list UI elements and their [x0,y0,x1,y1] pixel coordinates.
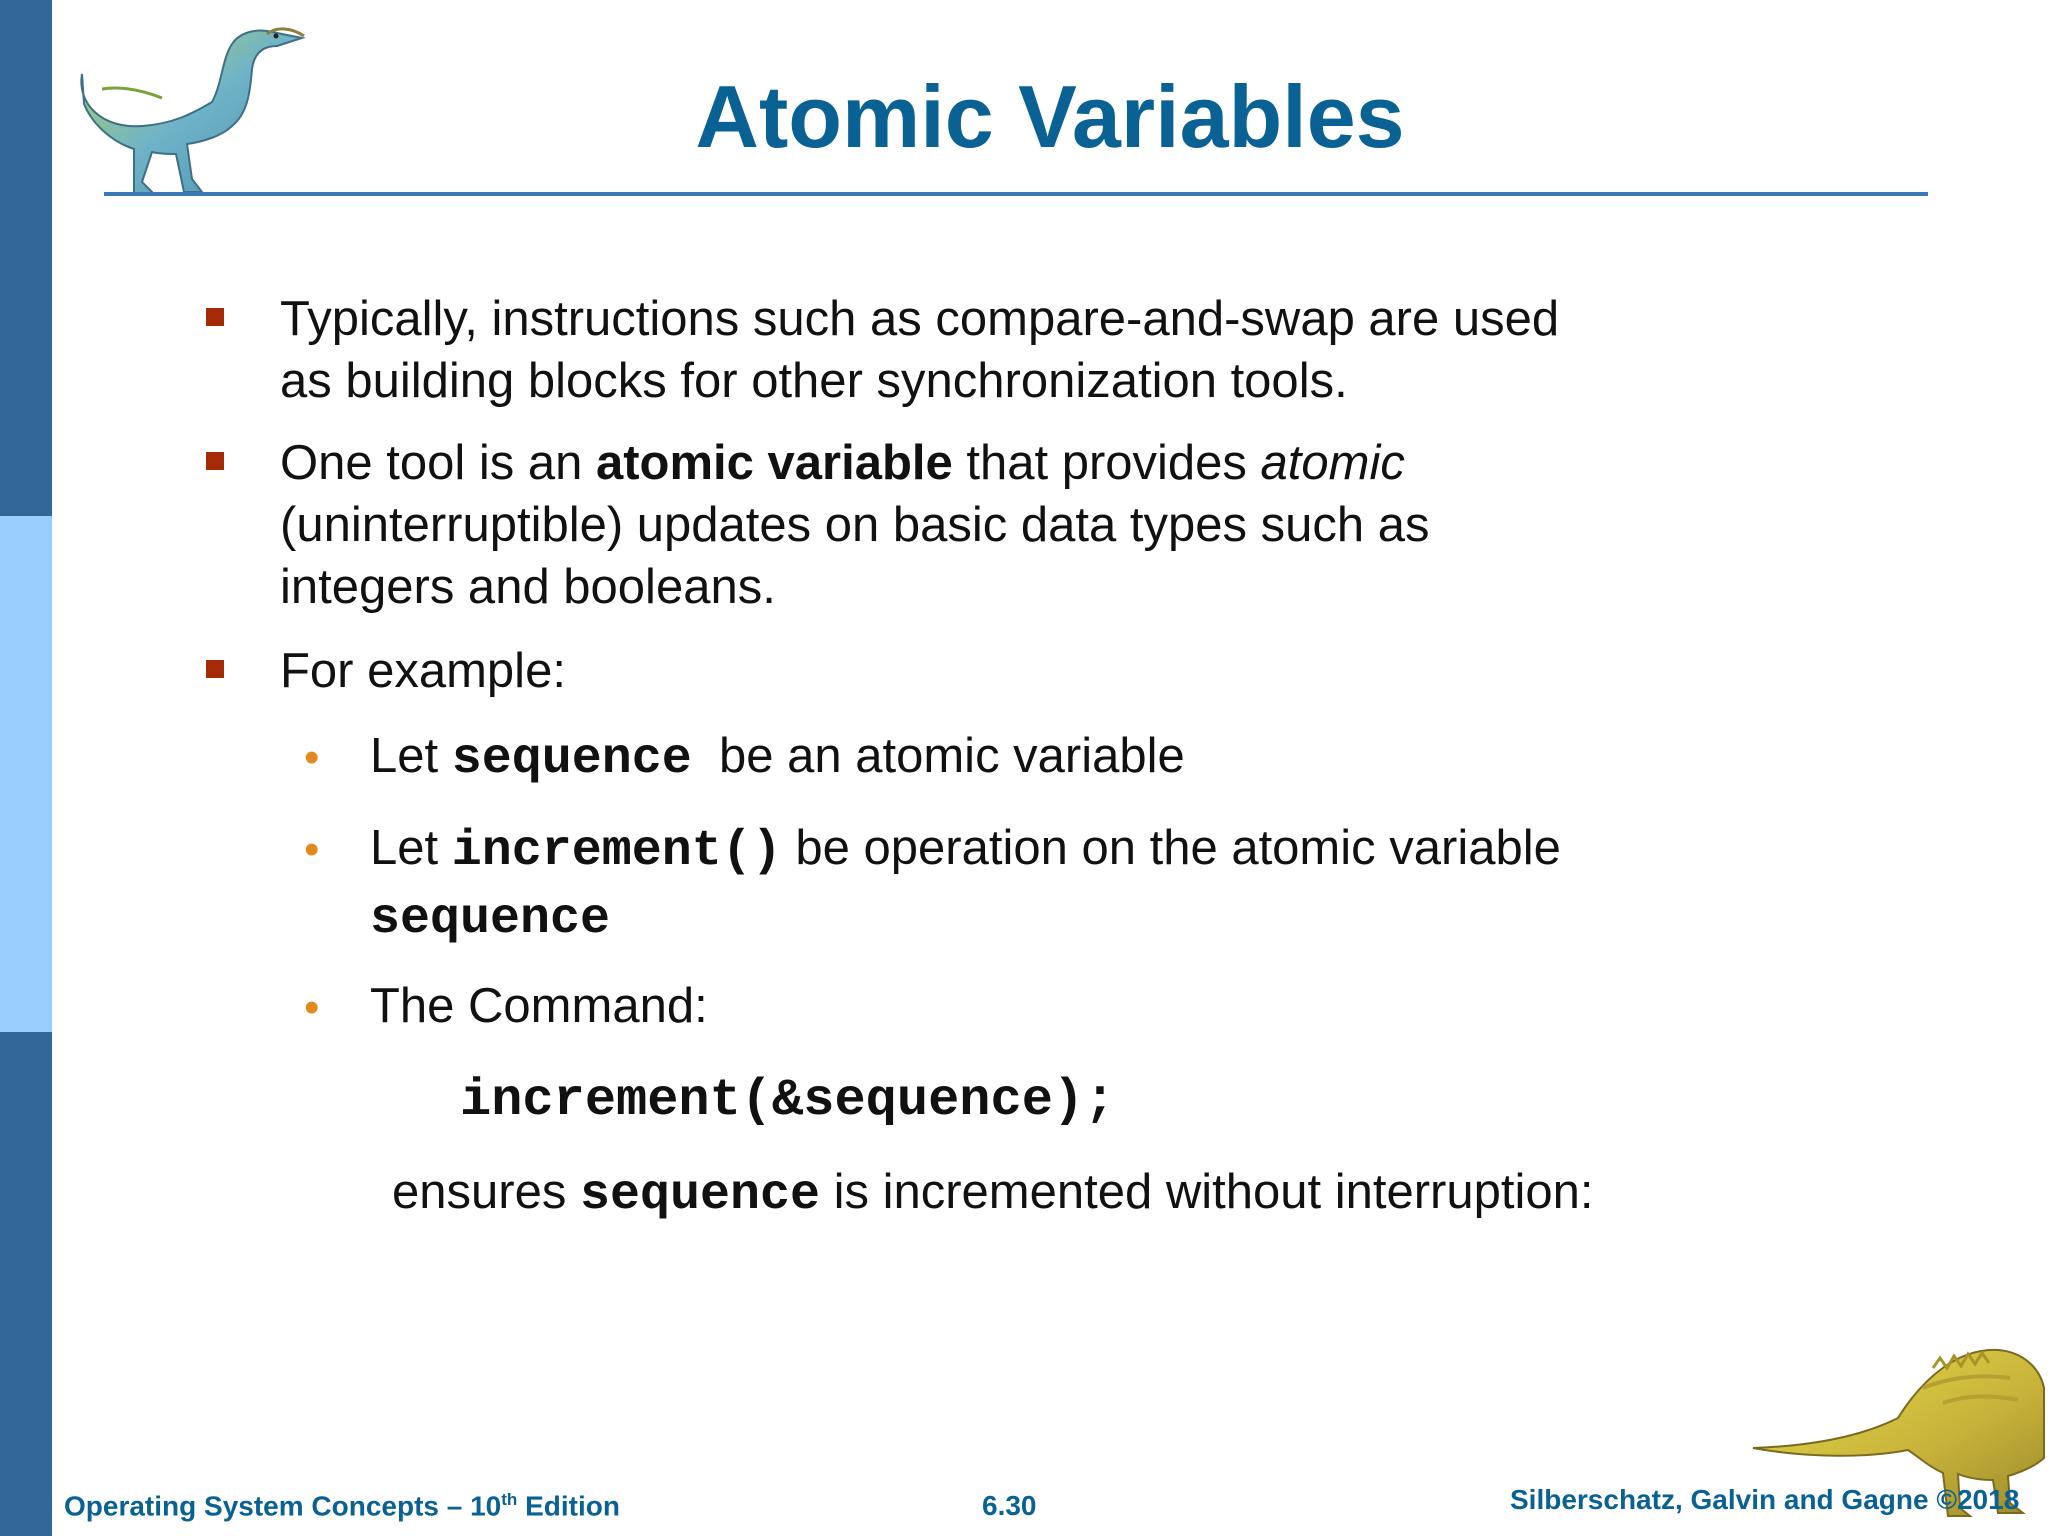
round-bullet-marker: • [304,983,320,1032]
footer-authors: Silberschatz, Galvin and Gagne ©2018 [1510,1484,2020,1515]
bullet-2-line-1 [280,432,1700,494]
round-bullet-marker: • [304,825,320,874]
bullet-3: For example: [280,644,566,698]
title-underline [104,192,1928,196]
footer-book-title [64,1490,620,1522]
footer-page-number: 6.30 [982,1490,1037,1521]
slide-title: Atomic Variables [695,67,1405,166]
bullet-1 [280,288,1700,412]
square-bullet-marker [206,452,224,470]
bullet-2-line-3: integers and booleans. [280,560,776,614]
bullet-1-line-1: Typically, instructions such as compare-and-swap are used [280,292,1560,346]
sidebar-top-band [0,0,52,516]
sub-bullet-2-code: increment() [451,823,782,880]
sidebar-middle-band [0,516,52,1032]
square-bullet-marker [206,308,224,326]
bullet-1-line-2: as building blocks for other synchronization tools. [280,354,1348,408]
ensures-code: sequence [579,1167,820,1224]
footer-left-sup: th [501,1490,518,1509]
sub-bullet-1 [370,722,1770,794]
ensures-line [392,1158,1593,1230]
sub-bullet-1-pre: Let [370,729,452,783]
sub-bullet-2-post: be operation on the atomic variable [781,821,1561,875]
sidebar-bottom-band [0,1032,52,1536]
code-line: increment(&sequence); [460,1071,1116,1130]
bullet-2 [280,432,1700,618]
ensures-post: is incremented without interruption: [819,1165,1594,1219]
sub-bullet-1-code: sequence [451,731,692,788]
left-sidebar [0,0,52,1536]
bullet-2-bold-term: atomic variable [595,436,953,490]
footer-left-end: Edition [517,1490,620,1522]
bullet-2-italic-term: atomic [1260,436,1405,490]
round-bullet-marker: • [304,733,320,782]
square-bullet-marker [206,660,224,678]
sub-bullet-2 [370,814,1770,954]
bullet-2-text-b: that provides [952,436,1261,490]
bullet-2-text-a: One tool is an [280,436,596,490]
ensures-pre: ensures [392,1165,580,1219]
sub-bullet-1-post: be an atomic variable [691,729,1185,783]
sub-bullet-3: The Command: [370,979,708,1033]
sub-bullet-2-code-2: sequence [370,891,611,948]
sub-bullet-2-pre: Let [370,821,452,875]
sub-bullet-2-line-1 [370,814,1770,886]
footer-left-main: Operating System Concepts – 10 [64,1490,502,1522]
bullet-2-line-2: (uninterruptible) updates on basic data types such as [280,498,1430,552]
